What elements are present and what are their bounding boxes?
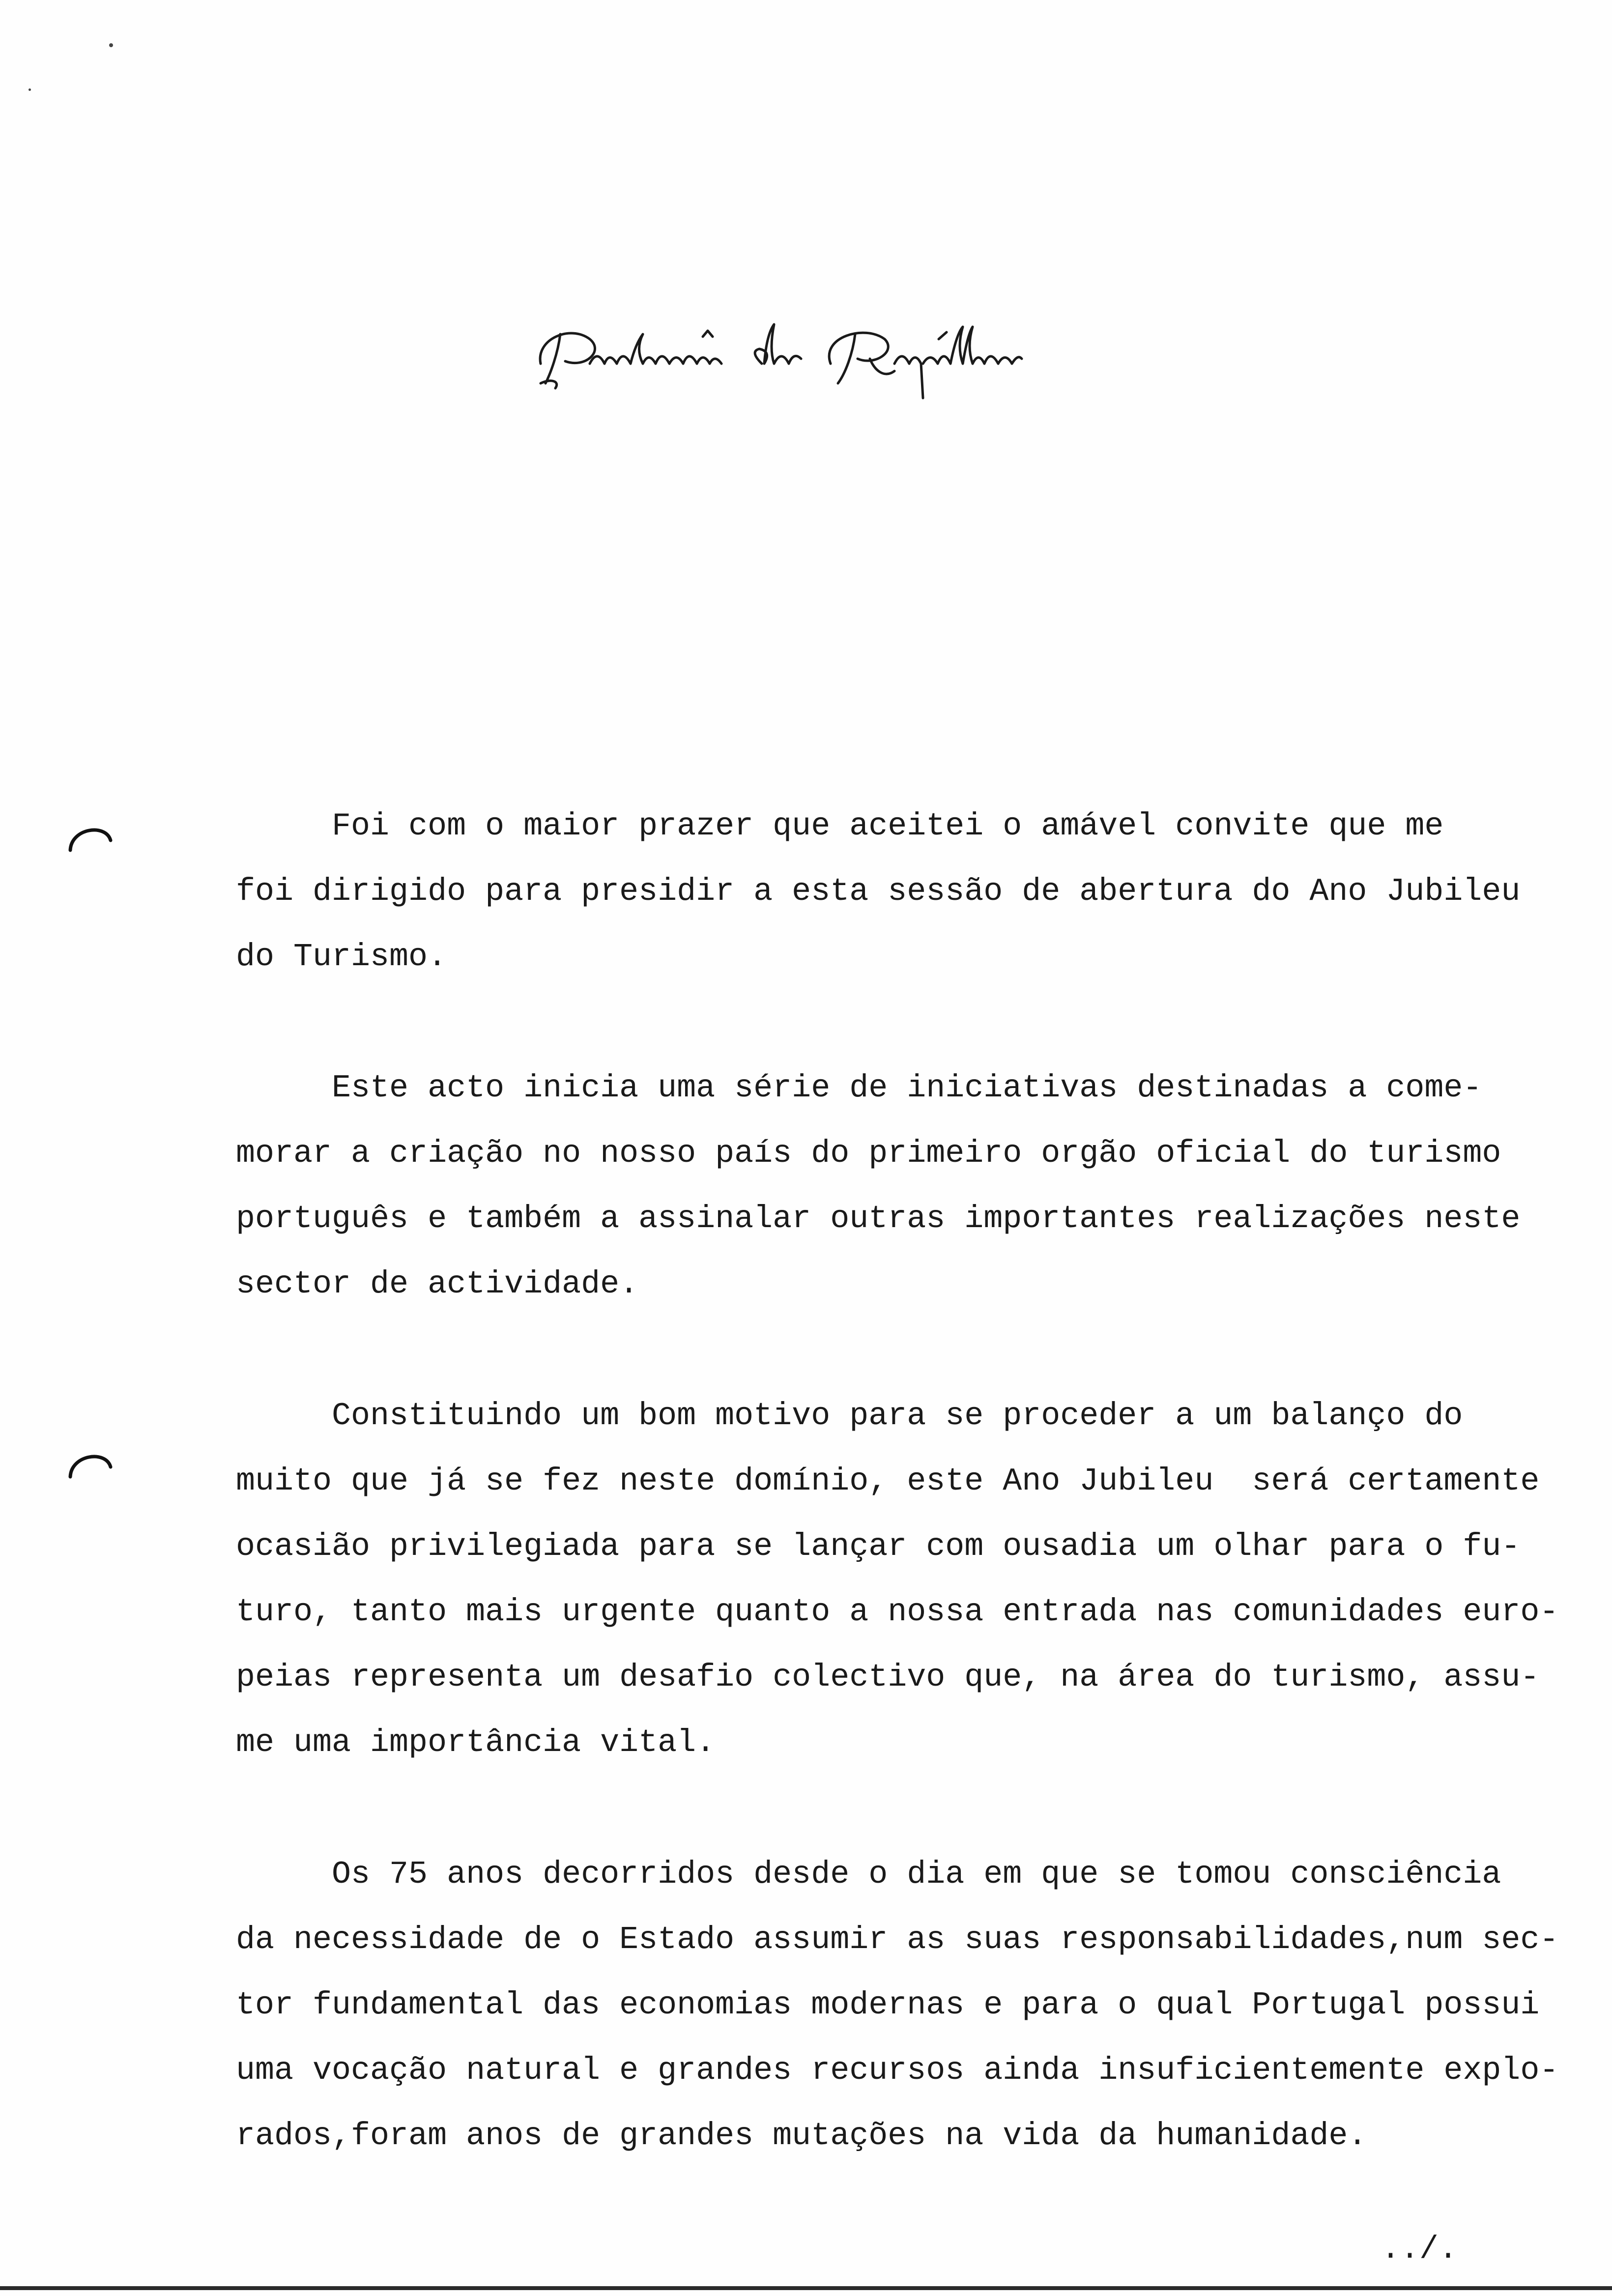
text-line: me uma importância vital. [236, 1724, 716, 1761]
text-line: Constituindo um bom motivo para se proceder a um balanço do [236, 1398, 1463, 1434]
text-line: ocasião privilegiada para se lançar com ousadia um olhar para o fu- [236, 1528, 1521, 1565]
text-line: turo, tanto mais urgente quanto a nossa entrada nas comunidades euro- [236, 1594, 1559, 1630]
text-line: Este acto inicia uma série de iniciativas destinadas a come- [236, 1070, 1482, 1106]
text-line: peias representa um desafio colectivo que, na área do turismo, assu- [236, 1659, 1540, 1695]
text-line: morar a criação no nosso país do primeiro orgão oficial do turismo [236, 1135, 1501, 1172]
text-line: rados,foram anos de grandes mutações na vida da humanidade. [236, 2118, 1367, 2154]
text-line: do Turismo. [236, 939, 447, 975]
punch-hole-mark-lower [66, 1447, 114, 1482]
page-bottom-edge [0, 2286, 1612, 2290]
paragraph-3 [236, 1383, 1559, 1776]
text-line: muito que já se fez neste domínio, este Ano Jubileu será certamente [236, 1463, 1540, 1499]
text-line: Foi com o maior prazer que aceitei o amável convite que me [236, 808, 1444, 844]
letter-body [236, 794, 1559, 2169]
text-line: foi dirigido para presidir a esta sessão de abertura do Ano Jubileu [236, 873, 1521, 910]
text-line: português e também a assinalar outras importantes realizações neste [236, 1201, 1521, 1237]
text-line: tor fundamental das economias modernas e para o qual Portugal possui [236, 1987, 1540, 2023]
paragraph-4 [236, 1842, 1559, 2169]
letterhead-script-logo [531, 310, 1130, 403]
text-line: da necessidade de o Estado assumir as suas responsabilidades,num sec- [236, 1922, 1559, 1958]
text-line: uma vocação natural e grandes recursos ainda insuficientemente explo- [236, 2052, 1559, 2089]
punch-hole-mark-upper [66, 821, 114, 855]
text-line: sector de actividade. [236, 1266, 639, 1302]
scan-speck [109, 43, 113, 47]
page-continuation-mark: ../. [1381, 2231, 1458, 2267]
scan-speck [29, 88, 31, 91]
paragraph-1 [236, 794, 1553, 990]
text-line: Os 75 anos decorridos desde o dia em que se tomou consciência [236, 1856, 1501, 1893]
paragraph-2 [236, 1056, 1553, 1317]
